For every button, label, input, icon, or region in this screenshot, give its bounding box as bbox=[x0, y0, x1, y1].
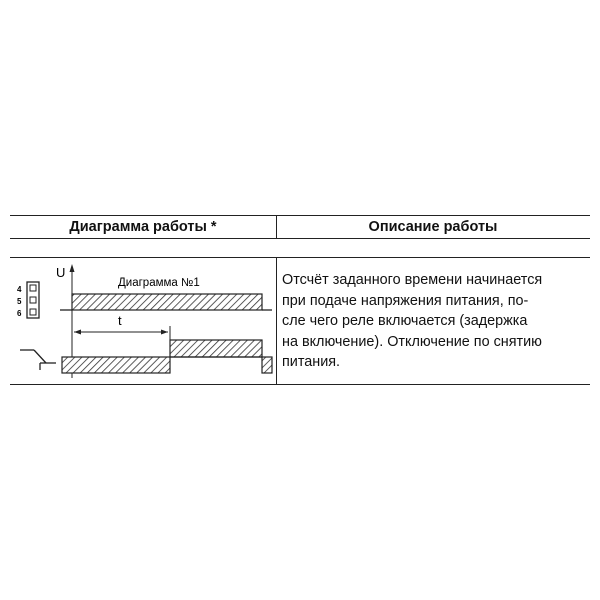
description-line: при подаче напряжения питания, по- bbox=[282, 292, 529, 309]
description-line: сле чего реле включается (задержка bbox=[282, 313, 528, 329]
supply-on-pulse bbox=[72, 294, 262, 310]
diagram-title: Диаграмма №1 bbox=[118, 277, 200, 289]
arrow-right bbox=[161, 330, 168, 335]
axis-arrow bbox=[70, 264, 75, 272]
terminal-label: 5 bbox=[17, 297, 22, 306]
description-line: на включение). Отключение по снятию bbox=[282, 333, 542, 350]
time-label: t bbox=[118, 313, 122, 328]
contact-open-after-release bbox=[262, 357, 272, 373]
voltage-label: U bbox=[56, 265, 66, 280]
description-line: питания. bbox=[282, 354, 341, 370]
delay-marker bbox=[72, 313, 170, 358]
diagram-column-header: Диаграмма работы * bbox=[69, 219, 217, 235]
terminal-label: 4 bbox=[17, 285, 22, 294]
terminal-frame bbox=[27, 282, 39, 318]
terminal-5 bbox=[30, 297, 36, 303]
contact-open-state bbox=[62, 357, 170, 373]
contact-closed-state bbox=[170, 340, 262, 357]
contact-lever bbox=[34, 350, 46, 363]
terminal-label: 6 bbox=[17, 309, 22, 318]
terminal-block bbox=[17, 282, 39, 318]
supply-voltage-trace bbox=[60, 294, 272, 310]
relay-contact-symbol bbox=[20, 350, 56, 370]
description-column-header: Описание работы bbox=[368, 219, 498, 235]
description-line: Отсчёт заданного времени начинается bbox=[282, 272, 543, 288]
arrow-left bbox=[74, 330, 81, 335]
relay-output-trace bbox=[62, 340, 272, 373]
terminal-6 bbox=[30, 309, 36, 315]
terminal-4 bbox=[30, 285, 36, 291]
